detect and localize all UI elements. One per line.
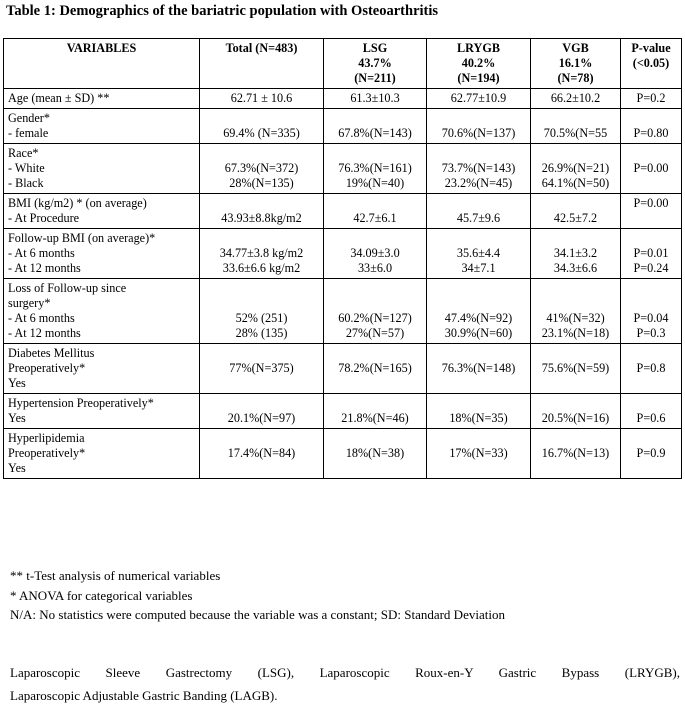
header-line: P-value [631,41,671,55]
value-cell-p-value [621,279,682,344]
header-line: VGB [562,41,589,55]
cell-line [535,296,616,311]
cell-line: 70.5%(N=55 [543,126,608,140]
value-cell-vgb [531,394,621,429]
cell-line [328,396,422,411]
abbreviations-paragraph [10,661,680,707]
cell-line [535,396,616,411]
value-cell-total [200,394,324,429]
cell-line: 19%(N=40) [345,176,405,190]
cell-line: 60.2%(N=127) [338,311,412,325]
column-header-variables [4,39,200,89]
cell-line: - White [8,161,45,175]
value-cell-lrygb [427,194,531,229]
column-header-lrygb [427,39,531,89]
value-cell-p-value [621,194,682,229]
cell-line: 27%(N=57) [345,326,405,340]
value-cell-lrygb [427,109,531,144]
cell-line [625,146,677,161]
cell-line: P=0.8 [636,361,666,375]
cell-line [535,196,616,211]
variable-cell [4,279,200,344]
cell-line [535,281,616,296]
cell-line [431,196,526,211]
cell-line [204,146,319,161]
cell-line: P=0.00 [633,161,669,175]
value-cell-lsg [324,144,427,194]
cell-line: 78.2%(N=165) [338,361,412,375]
footnote-na-sd: N/A: No statistics were computed because the variable was a constant; SD: Standard Deviation [10,607,505,622]
cell-line [204,196,319,211]
cell-line: 34.1±3.2 [553,246,598,260]
header-row [4,39,682,89]
variable-cell [4,89,200,109]
header-line: VARIABLES [66,41,137,55]
footnotes [10,566,505,625]
value-cell-p-value [621,344,682,394]
header-line: (N=211) [354,71,396,85]
cell-line [625,461,677,476]
cell-line [328,346,422,361]
cell-line: P=0.04 [633,311,669,325]
cell-line: - At Procedure [8,211,80,225]
cell-line [625,281,677,296]
cell-line: 42.5±7.2 [553,211,598,225]
value-cell-lrygb [427,229,531,279]
cell-line: - Black [8,176,44,190]
cell-line: - At 6 months [8,246,75,260]
table-row [4,429,682,479]
cell-line: 34.09±3.0 [350,246,400,260]
cell-line [625,231,677,246]
cell-line [625,111,677,126]
cell-line: Loss of Follow-up since [8,281,127,295]
column-header-vgb [531,39,621,89]
header-line: 40.2% [461,56,496,70]
header-line: (<0.05) [632,56,670,70]
cell-line [204,461,319,476]
table-row [4,144,682,194]
cell-line [204,296,319,311]
cell-line: - female [8,126,49,140]
value-cell-lsg [324,429,427,479]
cell-line: Preoperatively* [8,361,86,375]
cell-line: 33.6±6.6 kg/m2 [222,261,301,275]
cell-line [625,376,677,391]
cell-line [328,111,422,126]
abbreviations-line: Laparoscopic Adjustable Gastric Banding (LAGB). [10,688,278,703]
cell-line: P=0.00 [633,196,669,210]
cell-line: Age (mean ± SD) ** [8,91,110,105]
variable-cell [4,194,200,229]
header-line: (N=78) [557,71,594,85]
cell-line [431,281,526,296]
cell-line: 69.4% (N=335) [223,126,300,140]
cell-line: 61.3±10.3 [350,91,400,105]
value-cell-lrygb [427,89,531,109]
cell-line: 17%(N=33) [449,446,508,460]
cell-line [535,346,616,361]
value-cell-vgb [531,89,621,109]
cell-line [431,231,526,246]
cell-line: Diabetes Mellitus [8,346,95,360]
value-cell-vgb [531,344,621,394]
cell-line [625,431,677,446]
cell-line [431,146,526,161]
cell-line: 17.4%(N=84) [227,446,296,460]
variable-cell [4,109,200,144]
cell-line: 75.6%(N=59) [541,361,610,375]
cell-line: 34±7.1 [461,261,496,275]
cell-line [204,231,319,246]
value-cell-p-value [621,429,682,479]
table-row [4,344,682,394]
cell-line: Follow-up BMI (on average)* [8,231,156,245]
cell-line: 16.7%(N=13) [541,446,610,460]
value-cell-vgb [531,229,621,279]
value-cell-lsg [324,394,427,429]
cell-line: 30.9%(N=60) [444,326,513,340]
value-cell-lsg [324,344,427,394]
cell-line: 77%(N=375) [229,361,294,375]
cell-line [328,231,422,246]
cell-line [625,176,677,191]
cell-line [431,376,526,391]
table-row [4,394,682,429]
value-cell-total [200,429,324,479]
cell-line: 47.4%(N=92) [444,311,513,325]
cell-line: 23.2%(N=45) [444,176,513,190]
cell-line: Yes [8,411,26,425]
variable-cell [4,344,200,394]
header-line: Total (N=483) [225,41,298,55]
cell-line: 35.6±4.4 [456,246,501,260]
cell-line [328,281,422,296]
cell-line: surgery* [8,296,51,310]
cell-line: 52% (251) [235,311,288,325]
cell-line: 18%(N=35) [449,411,508,425]
cell-line: 62.77±10.9 [450,91,507,105]
footnote-anova: * ANOVA for categorical variables [10,587,193,603]
cell-line [328,296,422,311]
cell-line: - At 12 months [8,326,81,340]
cell-line: - At 6 months [8,311,75,325]
cell-line [535,431,616,446]
table-row [4,89,682,109]
cell-line [625,211,677,226]
column-header-total [200,39,324,89]
cell-line: P=0.3 [636,326,666,340]
value-cell-p-value [621,394,682,429]
cell-line: 43.93±8.8kg/m2 [221,211,302,225]
variable-cell [4,144,200,194]
cell-line [204,346,319,361]
header-line: LSG [362,41,388,55]
cell-line [328,196,422,211]
cell-line: 45.7±9.6 [456,211,501,225]
cell-line: 67.3%(N=372) [224,161,299,175]
cell-line: 66.2±10.2 [550,91,601,105]
cell-line [431,296,526,311]
value-cell-lsg [324,229,427,279]
value-cell-total [200,229,324,279]
cell-line [204,431,319,446]
footnote-ttest: ** t-Test analysis of numerical variables [10,568,221,583]
cell-line [625,346,677,361]
cell-line [431,346,526,361]
value-cell-p-value [621,144,682,194]
cell-line: 42.7±6.1 [353,211,397,225]
table-row [4,279,682,344]
cell-line [535,111,616,126]
cell-line: BMI (kg/m2) * (on average) [8,196,147,210]
cell-line: 34.3±6.6 [553,261,598,275]
value-cell-vgb [531,429,621,479]
cell-line: P=0.9 [636,446,666,460]
cell-line: - At 12 months [8,261,81,275]
cell-line: 18%(N=38) [345,446,405,460]
cell-line: 76.3%(N=161) [338,161,412,175]
cell-line: Hyperlipidemia [8,431,85,445]
cell-line: P=0.2 [636,91,666,105]
value-cell-lsg [324,279,427,344]
cell-line: Gender* [8,111,50,125]
cell-line: Hypertension Preoperatively* [8,396,154,410]
cell-line: 26.9%(N=21) [541,161,610,175]
header-line: 43.7% [358,56,392,70]
value-cell-vgb [531,109,621,144]
cell-line [535,461,616,476]
cell-line: 73.7%(N=143) [441,161,516,175]
cell-line: Yes [8,376,26,390]
value-cell-lrygb [427,344,531,394]
value-cell-total [200,89,324,109]
variable-cell [4,229,200,279]
demographics-table [3,38,682,479]
table-row [4,229,682,279]
cell-line [204,376,319,391]
cell-line [328,461,422,476]
cell-line: 21.8%(N=46) [341,411,409,425]
cell-line [535,231,616,246]
value-cell-total [200,344,324,394]
cell-line: 28% (135) [235,326,288,340]
cell-line: 33±6.0 [357,261,393,275]
table-header [4,39,682,89]
cell-line: 70.6%(N=137) [441,126,516,140]
value-cell-p-value [621,109,682,144]
cell-line: P=0.24 [633,261,669,275]
cell-line: 20.5%(N=16) [541,411,610,425]
value-cell-lrygb [427,429,531,479]
cell-line: 64.1%(N=50) [541,176,610,190]
value-cell-lsg [324,89,427,109]
cell-line [204,396,319,411]
cell-line [431,461,526,476]
cell-line: 41%(N=32) [546,311,605,325]
value-cell-lrygb [427,279,531,344]
cell-line [535,376,616,391]
table-row [4,194,682,229]
cell-line: Preoperatively* [8,446,86,460]
cell-line: P=0.80 [633,126,669,140]
cell-line: P=0.6 [636,411,666,425]
cell-line: 76.3%(N=148) [441,361,516,375]
cell-line: 62.71 ± 10.6 [230,91,293,105]
cell-line [328,431,422,446]
cell-line: Yes [8,461,26,475]
value-cell-total [200,109,324,144]
abbreviations-line: Laparoscopic Sleeve Gastrectomy (LSG), Laparoscopic Roux-en-Y Gastric Bypass (LRYGB), [10,665,680,680]
header-line: (N=194) [457,71,500,85]
value-cell-lrygb [427,144,531,194]
cell-line [204,281,319,296]
header-line: 16.1% [558,56,593,70]
value-cell-total [200,194,324,229]
cell-line [431,431,526,446]
value-cell-lsg [324,194,427,229]
cell-line: 20.1%(N=97) [227,411,296,425]
value-cell-vgb [531,194,621,229]
value-cell-vgb [531,144,621,194]
value-cell-lsg [324,109,427,144]
cell-line: Race* [8,146,39,160]
value-cell-p-value [621,229,682,279]
cell-line [328,146,422,161]
table-body [4,89,682,479]
cell-line [625,396,677,411]
cell-line: 34.77±3.8 kg/m2 [219,246,304,260]
cell-line: 67.8%(N=143) [338,126,412,140]
cell-line: 28%(N=135) [229,176,294,190]
variable-cell [4,429,200,479]
cell-line [535,146,616,161]
cell-line: P=0.01 [633,246,669,260]
cell-line [431,111,526,126]
table-title: Table 1: Demographics of the bariatric population with Osteoarthritis [6,3,439,19]
cell-line [204,111,319,126]
variable-cell [4,394,200,429]
column-header-lsg [324,39,427,89]
value-cell-total [200,279,324,344]
cell-line: 23.1%(N=18) [541,326,610,340]
cell-line [431,396,526,411]
value-cell-p-value [621,89,682,109]
value-cell-total [200,144,324,194]
value-cell-vgb [531,279,621,344]
column-header-p-value [621,39,682,89]
cell-line [328,376,422,391]
value-cell-lrygb [427,394,531,429]
header-line: LRYGB [457,41,500,55]
cell-line [625,296,677,311]
table-row [4,109,682,144]
